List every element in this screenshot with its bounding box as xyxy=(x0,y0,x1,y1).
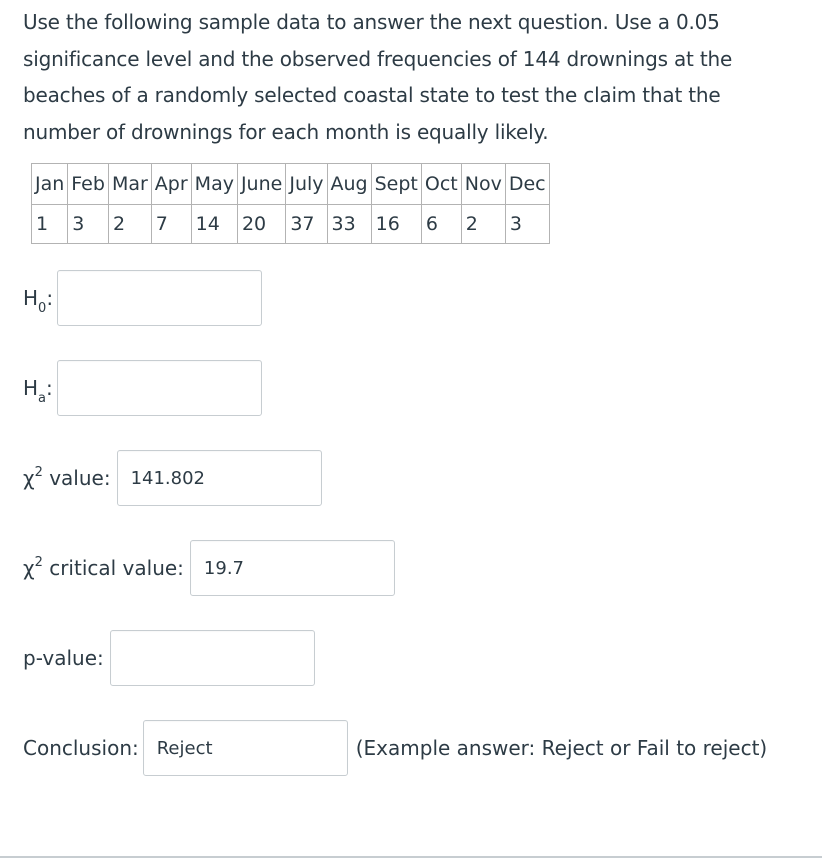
question-line: significance level and the observed frequencies of 144 drownings at the xyxy=(23,46,733,71)
table-cell: 1 xyxy=(32,205,68,244)
chi-value-input[interactable] xyxy=(117,450,322,506)
table-header-cell: Sept xyxy=(371,164,421,205)
chi-superscript: 2 xyxy=(34,465,43,480)
ha-input[interactable] xyxy=(57,360,262,416)
table-cell: 37 xyxy=(286,205,327,244)
ha-label xyxy=(23,376,53,406)
chi-critical-label-text: critical value: xyxy=(42,556,184,580)
h0-row xyxy=(23,270,262,326)
table-header-cell: Nov xyxy=(461,164,505,205)
chi-critical-input[interactable] xyxy=(190,540,395,596)
h0-label-colon: : xyxy=(46,286,54,310)
conclusion-input[interactable] xyxy=(143,720,348,776)
table-header-row xyxy=(32,164,550,205)
ha-label-subscript: a xyxy=(38,391,47,406)
question-line: Use the following sample data to answer the next question. Use a 0.05 xyxy=(23,10,720,34)
table-header-cell: Apr xyxy=(151,164,191,205)
table-cell: 16 xyxy=(371,205,421,244)
table-header-cell: May xyxy=(191,164,237,205)
chi-superscript: 2 xyxy=(34,555,43,570)
table-header-cell: Oct xyxy=(421,164,461,205)
table-cell: 2 xyxy=(108,205,151,244)
conclusion-label: Conclusion: xyxy=(23,736,139,760)
question-line: number of drownings for each month is equally likely. xyxy=(23,119,549,144)
p-value-label: p-value: xyxy=(23,646,104,670)
chi-critical-row xyxy=(23,540,395,596)
h0-label-main: H xyxy=(23,286,39,310)
p-value-input[interactable] xyxy=(110,630,315,686)
table-header-cell: Dec xyxy=(505,164,549,205)
chi-value-row xyxy=(23,450,322,506)
question-text xyxy=(23,4,798,150)
table-cell: 6 xyxy=(421,205,461,244)
p-value-row xyxy=(23,630,315,686)
table-header-cell: Jan xyxy=(32,164,68,205)
conclusion-hint: (Example answer: Reject or Fail to reject) xyxy=(355,736,768,760)
table-cell: 2 xyxy=(461,205,505,244)
h0-label-subscript: 0 xyxy=(38,301,47,316)
table-header-cell: June xyxy=(237,164,285,205)
table-cell: 7 xyxy=(151,205,191,244)
table-header-cell: Aug xyxy=(327,164,371,205)
table-header-cell: July xyxy=(286,164,327,205)
h0-input[interactable] xyxy=(57,270,262,326)
frequency-table xyxy=(31,163,550,244)
table-row xyxy=(32,205,550,244)
table-header-cell: Mar xyxy=(108,164,151,205)
table-cell: 3 xyxy=(505,205,549,244)
chi-value-label xyxy=(23,466,111,490)
table-header-cell: Feb xyxy=(68,164,109,205)
conclusion-row xyxy=(23,720,767,776)
question-line: beaches of a randomly selected coastal state to test the claim that the xyxy=(23,83,721,107)
chi-value-label-text: value: xyxy=(42,466,111,490)
chi-symbol: χ xyxy=(23,466,35,490)
bottom-divider xyxy=(0,856,822,858)
table-cell: 14 xyxy=(191,205,237,244)
ha-label-colon: : xyxy=(46,376,53,400)
ha-row xyxy=(23,360,262,416)
chi-critical-label xyxy=(23,556,184,580)
table-cell: 20 xyxy=(237,205,285,244)
ha-label-main: H xyxy=(23,376,39,400)
chi-symbol: χ xyxy=(23,556,35,580)
h0-label xyxy=(23,286,54,316)
table-cell: 33 xyxy=(327,205,371,244)
table-cell: 3 xyxy=(68,205,109,244)
